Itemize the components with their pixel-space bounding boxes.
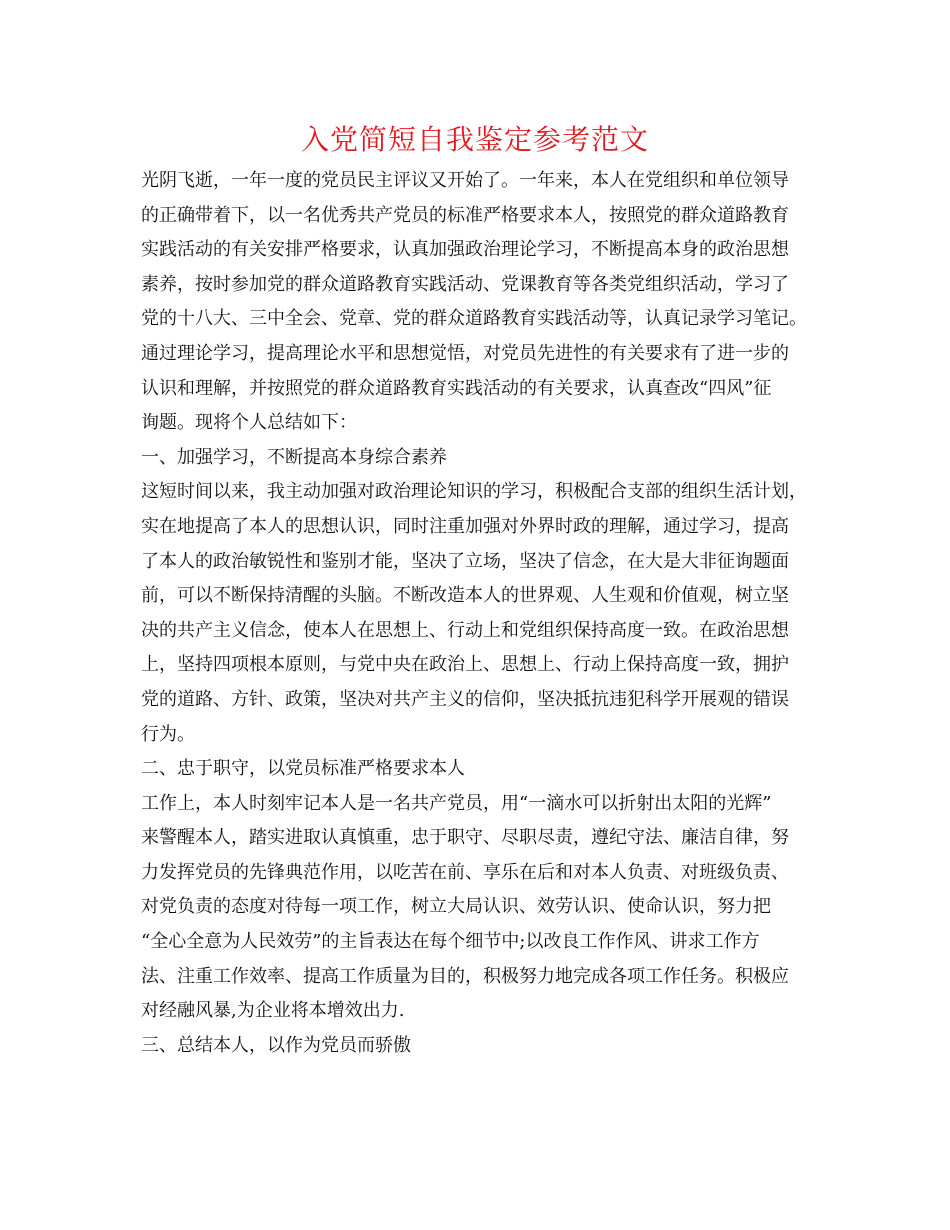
body-line: 党的道路、方针、政策，坚决对共产主义的信仰，坚决抵抗违犯科学开展观的错误 bbox=[141, 688, 789, 710]
body-line: 党的十八大、三中全会、党章、党的群众道路教育实践活动等，认真记录学习笔记。 bbox=[141, 308, 807, 330]
body-line: 前，可以不断保持清醒的头脑。不断改造本人的世界观、人生观和价值观，树立坚 bbox=[141, 585, 789, 607]
body-line: 的正确带着下，以一名优秀共产党员的标准严格要求本人，按照党的群众道路教育 bbox=[141, 204, 789, 226]
body-line: 上，坚持四项根本原则，与党中央在政治上、思想上、行动上保持高度一致，拥护 bbox=[141, 654, 789, 676]
body-line: 了本人的政治敏锐性和鉴别才能，坚决了立场，坚决了信念，在大是大非征询题面 bbox=[141, 550, 789, 572]
body-line: 通过理论学习，提高理论水平和思想觉悟，对党员先进性的有关要求有了进一步的 bbox=[141, 342, 789, 364]
body-line: 工作上，本人时刻牢记本人是一名共产党员，用“一滴水可以折射出太阳的光辉” bbox=[141, 792, 772, 814]
section-heading-1: 一、加强学习，不断提高本身综合素养 bbox=[141, 446, 447, 468]
body-line: 实在地提高了本人的思想认识，同时注重加强对外界时政的理解，通过学习，提高 bbox=[141, 515, 789, 537]
body-line: 这短时间以来，我主动加强对政治理论知识的学习，积极配合支部的组织生活计划， bbox=[141, 481, 807, 503]
document-title: 入党简短自我鉴定参考范文 bbox=[300, 123, 649, 156]
section-heading-2: 二、忠于职守，以党员标准严格要求本人 bbox=[141, 758, 465, 780]
body-line: “全心全意为人民效劳”的主旨表达在每个细节中;以改良工作作风、讲求工作方 bbox=[141, 931, 760, 953]
body-line: 实践活动的有关安排严格要求，认真加强政治理论学习，不断提高本身的政治思想 bbox=[141, 239, 789, 261]
body-line: 行为。 bbox=[141, 723, 195, 745]
section-heading-3: 三、总结本人，以作为党员而骄傲 bbox=[141, 1034, 411, 1056]
body-line: 对党负责的态度对待每一项工作，树立大局认识、效劳认识、使命认识，努力把 bbox=[141, 896, 771, 918]
body-line: 对经融风暴,为企业将本增效出力. bbox=[141, 1000, 405, 1022]
body-line: 法、注重工作效率、提高工作质量为目的，积极努力地完成各项工作任务。积极应 bbox=[141, 965, 789, 987]
body-line: 决的共产主义信念，使本人在思想上、行动上和党组织保持高度一致。在政治思想 bbox=[141, 619, 789, 641]
body-line: 询题。现将个人总结如下： bbox=[141, 412, 357, 434]
body-line: 认识和理解，并按照党的群众道路教育实践活动的有关要求，认真查改“四风”征 bbox=[141, 377, 772, 399]
body-line: 素养，按时参加党的群众道路教育实践活动、党课教育等各类党组织活动，学习了 bbox=[141, 273, 789, 295]
body-line: 来警醒本人，踏实进取认真慎重，忠于职守、尽职尽责，遵纪守法、廉洁自律，努 bbox=[141, 827, 789, 849]
document-body bbox=[141, 164, 821, 1063]
body-line: 光阴飞逝，一年一度的党员民主评议又开始了。一年来，本人在党组织和单位领导 bbox=[141, 170, 789, 191]
body-line: 力发挥党员的先锋典范作用，以吃苦在前、享乐在后和对本人负责、对班级负责、 bbox=[141, 861, 789, 883]
